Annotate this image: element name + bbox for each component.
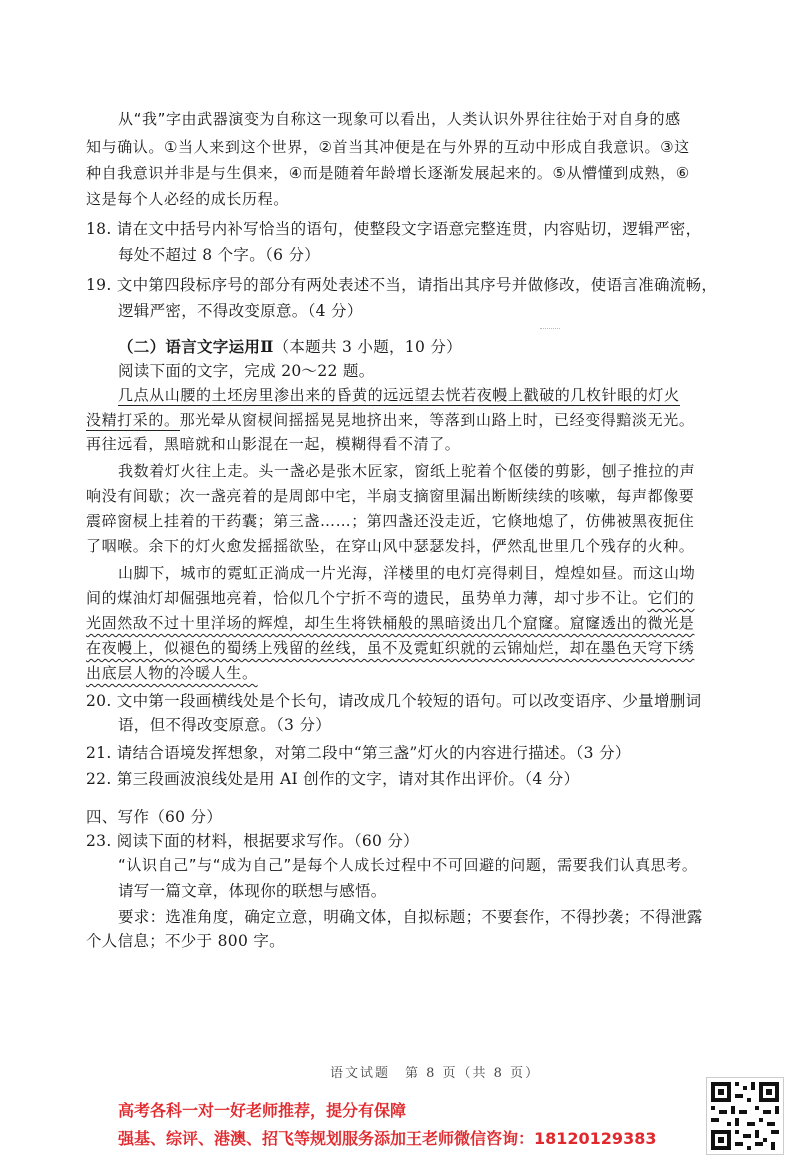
question-20: 20. 文中第一段画横线处是个长句，请改成几个较短的语句。可以改变语序、少量增删词 bbox=[86, 692, 702, 710]
section-2-note: （本题共 3 小题，10 分） bbox=[273, 338, 462, 356]
question-22: 22. 第三段画波浪线处是用 AI 创作的文字，请对其作出评价。（4 分） bbox=[86, 770, 580, 788]
para3-line bbox=[86, 662, 258, 684]
para1-line bbox=[86, 409, 694, 431]
section-2-heading bbox=[118, 336, 462, 358]
wavy-underlined-text: 它们的 bbox=[647, 589, 695, 607]
section-4-heading: 四、写作（60 分） bbox=[86, 808, 223, 826]
question-18: 18. 请在文中括号内补写恰当的语句，使整段文字语意完整连贯，内容贴切，逻辑严密， bbox=[86, 220, 702, 238]
question-23-material: “认识自己”与“成为自己”是每个人成长过程中不可回避的问题，需要我们认真思考。 bbox=[118, 856, 698, 874]
qr-code-icon bbox=[706, 1077, 784, 1155]
divider bbox=[540, 328, 560, 329]
wavy-underlined-text: 光固然敌不过十里洋场的辉煌，却生生将铁桶般的黑暗烫出几个窟窿。窟窿透出的微光是 bbox=[86, 614, 695, 632]
question-19: 19. 文中第四段标序号的部分有两处表述不当，请指出其序号并做修改，使语言准确流畅， bbox=[86, 276, 718, 294]
question-23-task: 请写一篇文章，体现你的联想与感悟。 bbox=[118, 882, 387, 900]
passage-line: 知与确认。①当人来到这个世界，②首当其冲便是在与外界的互动中形成自我意识。③这 bbox=[86, 138, 690, 156]
para1-line bbox=[118, 384, 680, 406]
promo-line-1: 高考各科一对一好老师推荐，提分有保障 bbox=[118, 1101, 407, 1120]
passage-line: 种自我意识并非是与生俱来，④而是随着年龄增长逐渐发展起来的。⑤从懵懂到成熟，⑥ bbox=[86, 164, 690, 182]
question-23: 23. 阅读下面的材料，根据要求写作。（60 分） bbox=[86, 832, 419, 850]
para2-line: 了咽喉。余下的灯火愈发摇摇欲坠，在穿山风中瑟瑟发抖，俨然乱世里几个残存的火种。 bbox=[86, 537, 695, 555]
passage-line: 从“我”字由武器演变为自称这一现象可以看出，人类认识外界往往始于对自身的感 bbox=[118, 110, 681, 128]
para2-line: 震碎窗棂上挂着的干药囊；第三盏……；第四盏还没走近，它倏地熄了，仿佛被黑夜扼住 bbox=[86, 512, 695, 530]
para3-line: 山脚下，城市的霓虹正淌成一片光海，洋楼里的电灯亮得刺目，煌煌如昼。而这山坳 bbox=[118, 564, 696, 582]
underlined-sentence-end: 没精打采的。 bbox=[86, 411, 180, 429]
question-18-cont: 每处不超过 8 个字。（6 分） bbox=[118, 246, 321, 264]
wavy-underlined-text: 出底层人物的冷暖人生。 bbox=[86, 664, 258, 682]
para2-line: 我数着灯火往上走。头一盏必是张木匠家，窗纸上驼着个伛偻的剪影，刨子推拉的声 bbox=[118, 462, 696, 480]
question-23-requirements: 要求：选准角度，确定立意，明确文体，自拟标题；不要套作，不得抄袭；不得泄露 bbox=[118, 908, 703, 926]
question-21: 21. 请结合语境发挥想象，对第二段中“第三盏”灯火的内容进行描述。（3 分） bbox=[86, 744, 631, 762]
section-2-title: （二）语言文字运用Ⅱ bbox=[118, 337, 274, 356]
passage-line: 这是每个人必经的成长历程。 bbox=[86, 190, 289, 208]
section-2-instruction: 阅读下面的文字，完成 20～22 题。 bbox=[118, 362, 375, 380]
para3-line bbox=[86, 637, 694, 659]
para3-line bbox=[86, 612, 694, 634]
wavy-underlined-text: 在夜幔上，似褪色的蜀绣上残留的丝线，虽不及霓虹织就的云锦灿烂，却在墨色天穹下绣 bbox=[86, 639, 695, 657]
promo-line-2: 强基、综评、港澳、招飞等规划服务添加王老师微信咨询：18120129383 bbox=[118, 1129, 657, 1148]
question-20-cont: 语，但不得改变原意。（3 分） bbox=[118, 716, 332, 734]
page-footer: 语文试题 第 8 页（共 8 页） bbox=[330, 1066, 541, 1081]
para3-text: 间的煤油灯却倔强地亮着，恰似几个宁折不弯的遗民，虽势单力薄，却寸步不让。 bbox=[86, 589, 648, 607]
para1-line: 再往远看，黑暗就和山影混在一起，模糊得看不清了。 bbox=[86, 435, 461, 453]
para2-line: 响没有间歇；次一盏亮着的是周郎中宅，半扇支摘窗里漏出断断续续的咳嗽，每声都像要 bbox=[86, 487, 695, 505]
question-23-requirements-cont: 个人信息；不少于 800 字。 bbox=[86, 932, 285, 950]
question-19-cont: 逻辑严密，不得改变原意。（4 分） bbox=[118, 302, 363, 320]
para3-line bbox=[86, 587, 694, 609]
para1-text: 那光晕从窗棂间摇摇晃晃地挤出来，等落到山路上时，已经变得黯淡无光。 bbox=[179, 411, 695, 429]
underlined-sentence: 几点从山腰的土坯房里渗出来的昏黄的远远望去恍若夜幔上戳破的几枚针眼的灯火 bbox=[118, 386, 680, 404]
